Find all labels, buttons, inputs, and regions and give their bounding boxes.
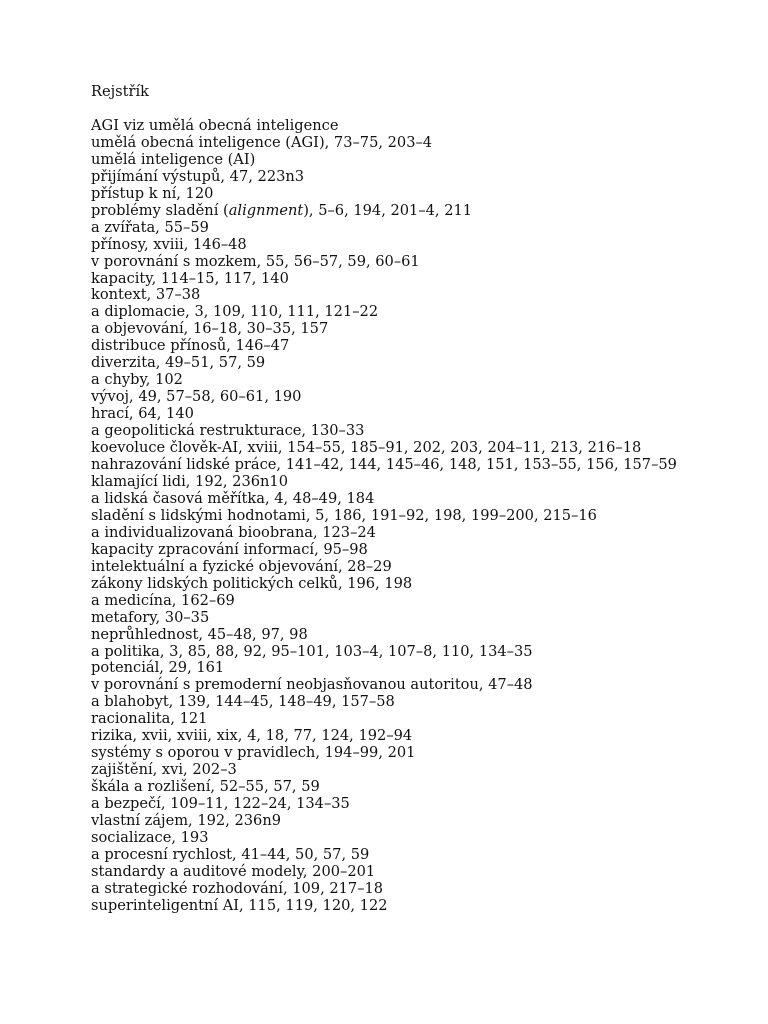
index-entry-text: vlastní zájem, 192, 236n9 [91, 812, 282, 830]
index-entry [91, 203, 691, 220]
index-entry-text: klamající lidi, 192, 236n10 [91, 472, 289, 490]
index-entry [91, 559, 691, 576]
index-entry-text: přijímání výstupů, 47, 223n3 [91, 167, 305, 185]
index-entry [91, 135, 691, 152]
index-entry [91, 237, 691, 254]
index-entry [91, 355, 691, 372]
index-entry [91, 118, 691, 135]
index-entry [91, 813, 691, 830]
index-entry-text: a chyby, 102 [91, 371, 183, 389]
index-entry [91, 847, 691, 864]
index-entry-pages: ), 5–6, 194, 201–4, 211 [303, 201, 473, 219]
index-entry-text: superinteligentní AI, 115, 119, 120, 122 [91, 896, 388, 914]
index-entry-text: koevoluce člověk-AI, xviii, 154–55, 185–91, 202, 203, 204–11, 213, 216–18 [91, 439, 642, 457]
index-entry [91, 627, 691, 644]
index-entry [91, 677, 691, 694]
index-entry [91, 525, 691, 542]
index-entry-text: a politika, 3, 85, 88, 92, 95–101, 103–4, 107–8, 110, 134–35 [91, 642, 533, 660]
index-entry [91, 898, 691, 915]
index-entry [91, 881, 691, 898]
index-entry [91, 694, 691, 711]
index-entry [91, 423, 691, 440]
index-entry-text: racionalita, 121 [91, 710, 208, 728]
index-page [91, 84, 691, 915]
index-entry-text: kontext, 37–38 [91, 286, 201, 304]
index-entry [91, 389, 691, 406]
index-entry [91, 830, 691, 847]
index-entry-text: škála a rozlišení, 52–55, 57, 59 [91, 778, 320, 796]
index-entry-text: a lidská časová měřítka, 4, 48–49, 184 [91, 489, 375, 507]
index-entry-text: a procesní rychlost, 41–44, 50, 57, 59 [91, 845, 370, 863]
index-entry [91, 576, 691, 593]
index-entry [91, 491, 691, 508]
index-entry-text: distribuce přínosů, 146–47 [91, 337, 290, 355]
index-entry-text: umělá inteligence (AI) [91, 150, 256, 168]
index-entry-text: potenciál, 29, 161 [91, 659, 225, 677]
index-entry-text: neprůhlednost, 45–48, 97, 98 [91, 625, 308, 643]
page-title: Rejstřík [91, 83, 149, 100]
index-entry [91, 474, 691, 491]
index-entry [91, 220, 691, 237]
index-entry [91, 321, 691, 338]
index-entry-text: rizika, xvii, xviii, xix, 4, 18, 77, 124, 192–94 [91, 727, 413, 745]
index-entry [91, 338, 691, 355]
index-entry-text: kapacity zpracování informací, 95–98 [91, 540, 368, 558]
index-entry [91, 508, 691, 525]
index-entry [91, 152, 691, 169]
index-entry [91, 406, 691, 423]
index-entry [91, 372, 691, 389]
index-entry-text: standardy a auditové modely, 200–201 [91, 862, 376, 880]
index-entry [91, 593, 691, 610]
index-entry [91, 711, 691, 728]
index-entry-text: vývoj, 49, 57–58, 60–61, 190 [91, 388, 302, 406]
index-entry-text: a strategické rozhodování, 109, 217–18 [91, 879, 384, 897]
index-entry [91, 304, 691, 321]
index-entry-text: a individualizovaná bioobrana, 123–24 [91, 523, 376, 541]
index-entry [91, 186, 691, 203]
index-entry [91, 728, 691, 745]
index-entry-text: a diplomacie, 3, 109, 110, 111, 121–22 [91, 303, 379, 321]
index-entry-text: socializace, 193 [91, 828, 209, 846]
index-entry [91, 864, 691, 881]
index-entry-text: zákony lidských politických celků, 196, 198 [91, 574, 413, 592]
index-entry [91, 457, 691, 474]
index-entry [91, 271, 691, 288]
index-entry [91, 610, 691, 627]
index-entry-text: nahrazování lidské práce, 141–42, 144, 145–46, 148, 151, 153–55, 156, 157–59 [91, 456, 677, 474]
index-entry-text: přístup k ní, 120 [91, 184, 214, 202]
index-entry-text: sladění s lidskými hodnotami, 5, 186, 191–92, 198, 199–200, 215–16 [91, 506, 597, 524]
index-entry-text: v porovnání s premoderní neobjasňovanou autoritou, 47–48 [91, 676, 533, 694]
index-entry [91, 254, 691, 271]
index-entry-text: a objevování, 16–18, 30–35, 157 [91, 320, 329, 338]
index-entry [91, 287, 691, 304]
index-entry-text: zajištění, xvi, 202–3 [91, 761, 237, 779]
index-entry [91, 644, 691, 661]
index-entry-text: a bezpečí, 109–11, 122–24, 134–35 [91, 795, 350, 813]
index-entry-text: metafory, 30–35 [91, 608, 210, 626]
index-entry-text: kapacity, 114–15, 117, 140 [91, 269, 289, 287]
index-entry-text: v porovnání s mozkem, 55, 56–57, 59, 60–61 [91, 252, 420, 270]
index-entry-list [91, 118, 691, 915]
index-entry-text: diverzita, 49–51, 57, 59 [91, 354, 266, 372]
index-entry [91, 745, 691, 762]
index-entry [91, 762, 691, 779]
index-entry-text: intelektuální a fyzické objevování, 28–29 [91, 557, 392, 575]
index-entry [91, 779, 691, 796]
index-entry-text: a geopolitická restrukturace, 130–33 [91, 422, 365, 440]
index-entry-italic-term: alignment [228, 201, 304, 219]
index-entry-text: a zvířata, 55–59 [91, 218, 209, 236]
index-entry [91, 169, 691, 186]
index-entry [91, 542, 691, 559]
index-entry-text: a medicína, 162–69 [91, 591, 235, 609]
index-entry-text: problémy sladění ( [91, 201, 229, 219]
index-entry-text: systémy s oporou v pravidlech, 194–99, 201 [91, 744, 416, 762]
index-entry-text: a blahobyt, 139, 144–45, 148–49, 157–58 [91, 693, 395, 711]
index-entry [91, 796, 691, 813]
index-entry [91, 440, 691, 457]
index-entry-text: přínosy, xviii, 146–48 [91, 235, 247, 253]
index-entry-text: hrací, 64, 140 [91, 405, 194, 423]
index-entry [91, 660, 691, 677]
index-entry-text: AGI viz umělá obecná inteligence [91, 116, 339, 134]
index-entry-text: umělá obecná inteligence (AGI), 73–75, 203–4 [91, 133, 433, 151]
